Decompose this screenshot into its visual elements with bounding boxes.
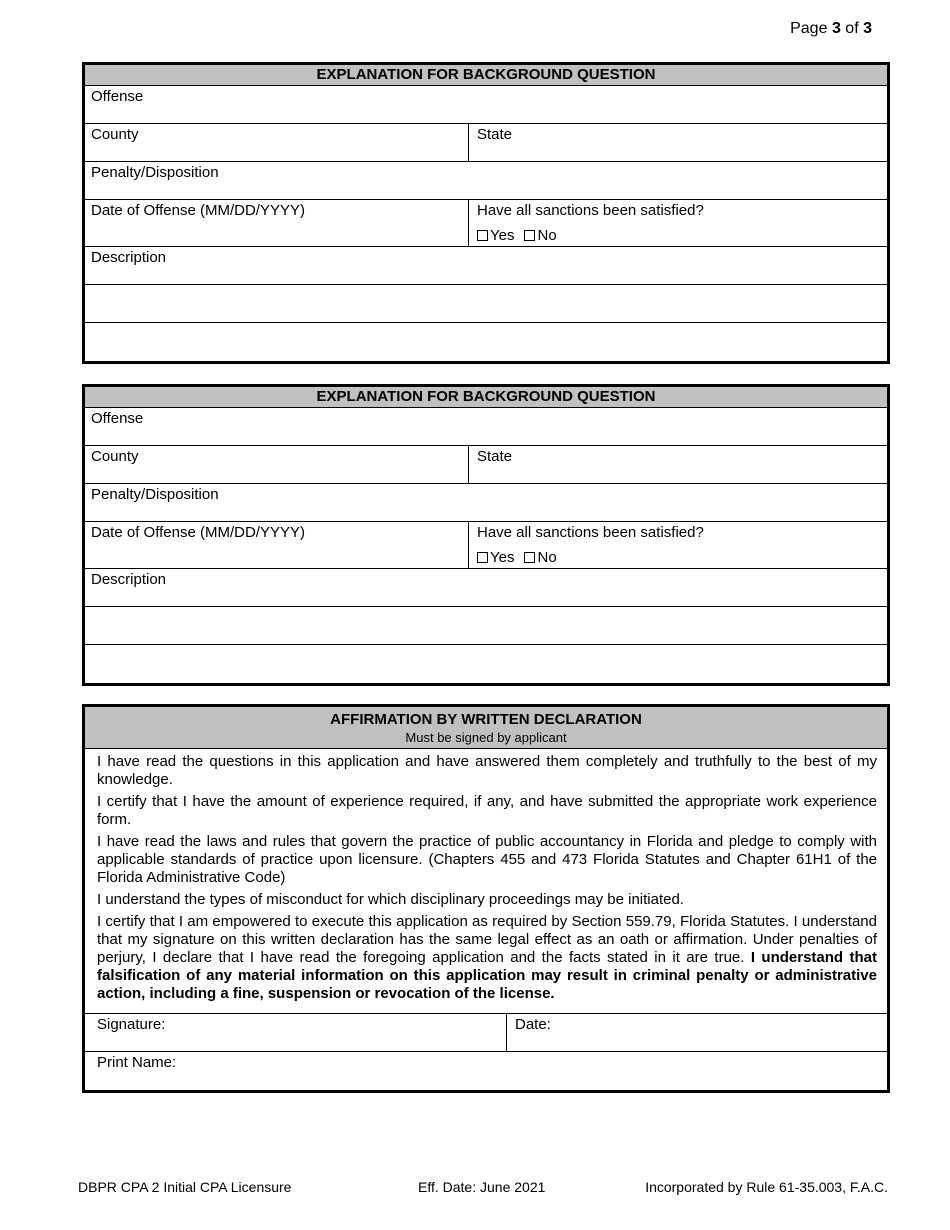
affirmation-header [85,707,887,749]
page-of: of [845,20,859,37]
state-label: State [477,448,513,465]
yes-label: Yes [490,549,515,566]
print-name-field[interactable] [85,1052,887,1090]
declaration-text [85,749,887,1014]
date-of-offense-field[interactable] [85,200,469,246]
section-header: EXPLANATION FOR BACKGROUND QUESTION [85,387,887,408]
county-field[interactable] [85,446,469,483]
description-label: Description [91,571,167,588]
penalty-label: Penalty/Disposition [91,486,219,503]
section-header: EXPLANATION FOR BACKGROUND QUESTION [85,65,887,86]
footer-rule: Incorporated by Rule 61-35.003, F.A.C. [645,1179,888,1195]
no-checkbox[interactable] [524,552,535,563]
footer-eff-date: Eff. Date: June 2021 [418,1179,546,1195]
declaration-p5-bold: I understand that falsification of any material information on this application may result in criminal penalty or administrative action, including a fine, suspension or revocation of the license. [97,949,877,1002]
no-label: No [537,549,557,566]
background-section-2 [82,384,890,686]
no-option[interactable] [524,548,556,568]
description-line-3[interactable] [85,645,887,683]
declaration-paragraph-1: I have read the questions in this application and have answered them completely and truthfully to the best of my knowledge. [97,753,877,788]
yes-label: Yes [490,227,515,244]
no-option[interactable] [524,226,556,246]
penalty-row [85,162,887,200]
county-state-row [85,446,887,484]
page-prefix: Page [790,20,828,37]
print-name-row [85,1052,887,1090]
page-number [790,20,872,38]
yes-option[interactable] [477,548,514,568]
yes-option[interactable] [477,226,514,246]
date-of-offense-field[interactable] [85,522,469,568]
footer-form-id: DBPR CPA 2 Initial CPA Licensure [78,1179,292,1195]
signature-field[interactable] [85,1014,507,1051]
county-field[interactable] [85,124,469,161]
description-field[interactable] [85,569,887,606]
affirmation-section [82,704,890,1093]
declaration-paragraph-4: I understand the types of misconduct for which disciplinary proceedings may be initiated. [97,891,684,908]
penalty-label: Penalty/Disposition [91,164,219,181]
declaration-paragraph-3: I have read the laws and rules that govern the practice of public accountancy in Florida and pledge to comply with applicable standards of practice upon licensure. (Chapters 455 and 473 Florida Statutes and Chapter 61H1 of the Florida Administrative Code) [97,833,877,886]
description-row [85,569,887,607]
state-field[interactable] [469,446,887,483]
offense-field[interactable] [85,408,887,445]
signature-label: Signature: [97,1016,166,1033]
date-of-offense-label: Date of Offense (MM/DD/YYYY) [91,202,305,219]
date-sanctions-row [85,522,887,569]
sanctions-question: Have all sanctions been satisfied? [477,524,704,541]
county-label: County [91,126,139,143]
state-label: State [477,126,513,143]
declaration-p5-text: I certify that I am empowered to execute this application as required by Section 559.79, Florida Statutes. I understand that my signature on this written declaration has the same legal effect as an oath or affirmation. Under penalties of perjury, I declare that I have read the foregoing application and the facts stated in it are true. [97,913,877,966]
county-label: County [91,448,139,465]
date-label: Date: [515,1016,551,1033]
background-section-1 [82,62,890,364]
description-label: Description [91,249,167,266]
declaration-paragraph-5 [97,913,877,1003]
affirmation-title: AFFIRMATION BY WRITTEN DECLARATION [330,711,642,728]
description-line-2[interactable] [85,285,887,323]
offense-label: Offense [91,410,144,427]
state-field[interactable] [469,124,887,161]
description-line-3[interactable] [85,323,887,361]
offense-label: Offense [91,88,144,105]
offense-field[interactable] [85,86,887,123]
page-total: 3 [863,20,872,37]
sanctions-question: Have all sanctions been satisfied? [477,202,704,219]
sanctions-cell [469,200,887,246]
signature-date-row [85,1014,887,1052]
penalty-row [85,484,887,522]
description-line-2[interactable] [85,607,887,645]
county-state-row [85,124,887,162]
print-name-label: Print Name: [97,1054,177,1071]
description-field[interactable] [85,247,887,284]
affirmation-subtitle: Must be signed by applicant [405,730,567,745]
no-label: No [537,227,557,244]
date-field[interactable] [507,1014,887,1051]
yes-checkbox[interactable] [477,552,488,563]
sanctions-cell [469,522,887,568]
page-current: 3 [831,20,841,37]
penalty-field[interactable] [85,162,887,199]
no-checkbox[interactable] [524,230,535,241]
offense-row [85,408,887,446]
date-of-offense-label: Date of Offense (MM/DD/YYYY) [91,524,305,541]
declaration-paragraph-2: I certify that I have the amount of experience required, if any, and have submitted the appropriate work experience form. [97,793,877,828]
penalty-field[interactable] [85,484,887,521]
offense-row [85,86,887,124]
yes-checkbox[interactable] [477,230,488,241]
date-sanctions-row [85,200,887,247]
description-row [85,247,887,285]
